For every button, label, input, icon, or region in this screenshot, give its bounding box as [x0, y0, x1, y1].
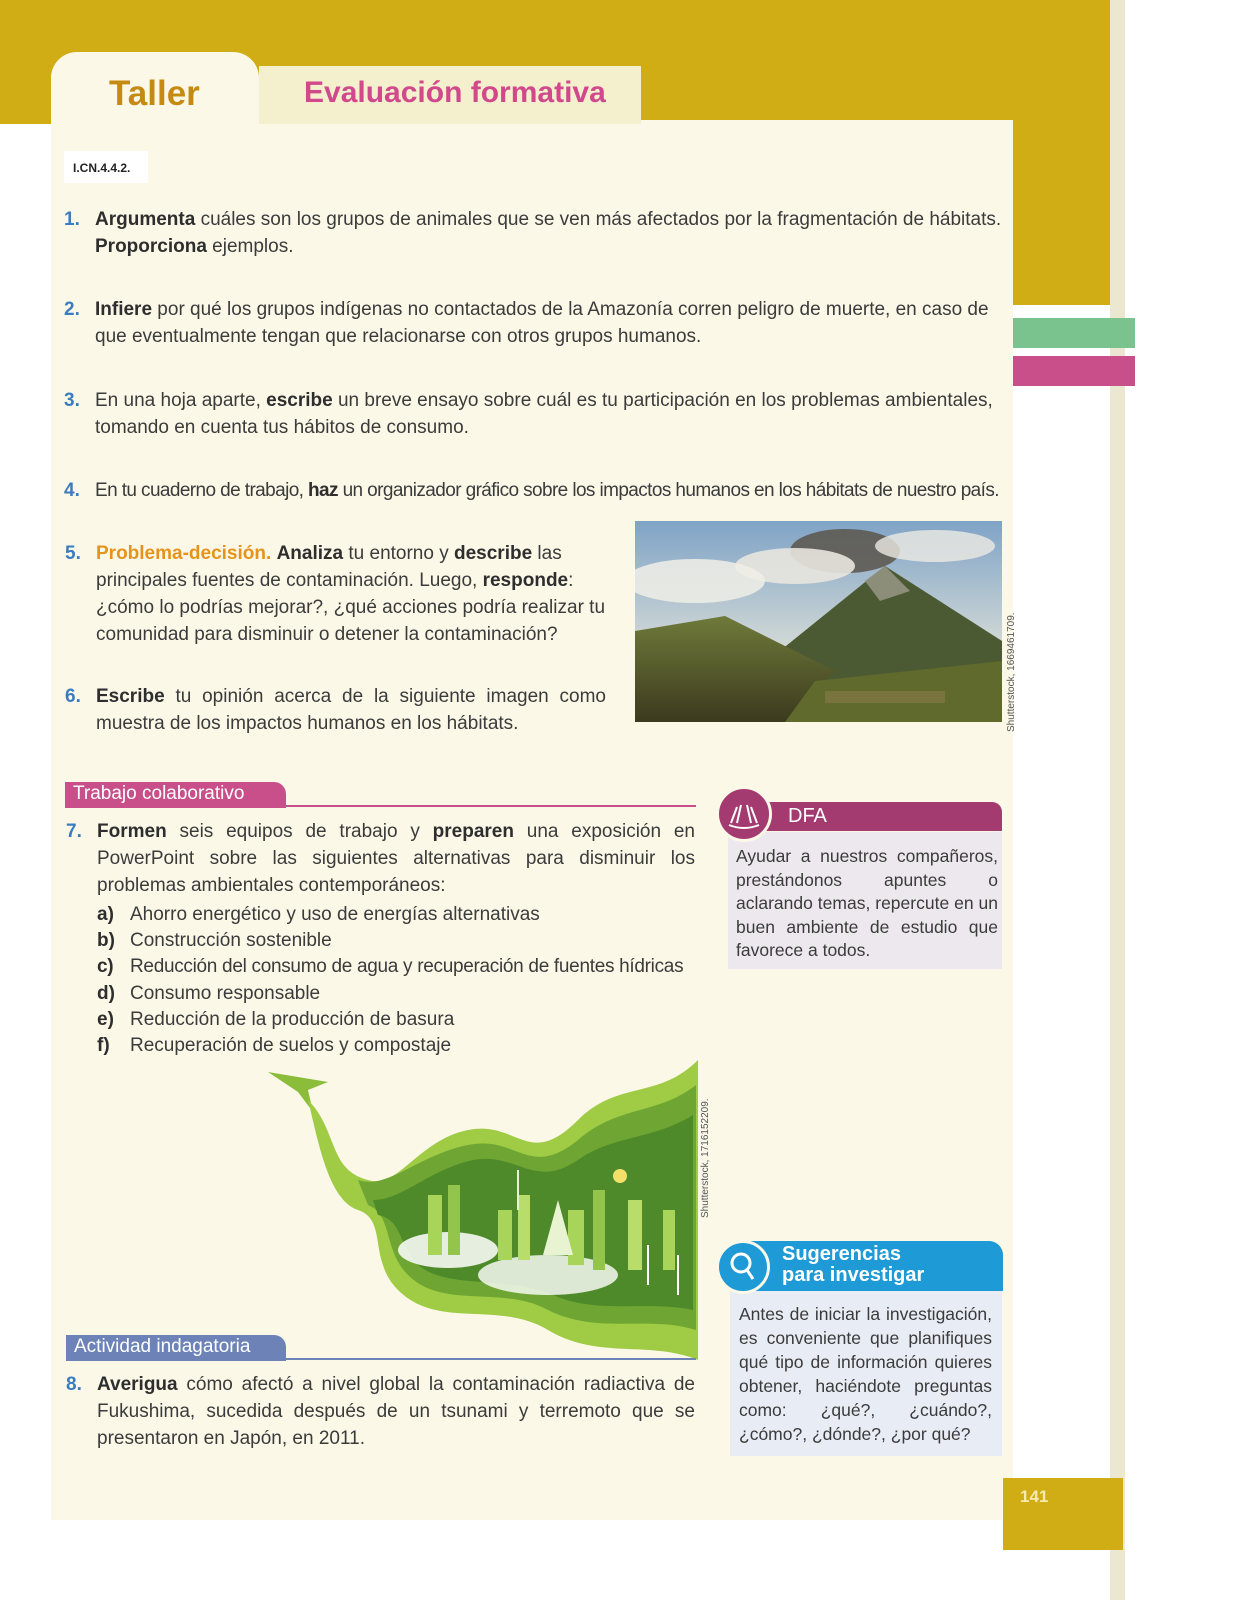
question-verb: Formen [97, 821, 167, 842]
question-number: 5. [65, 543, 81, 564]
question-1 [64, 206, 1005, 260]
question-verb: haz [308, 480, 338, 501]
question-number: 1. [64, 209, 80, 230]
question-verb: escribe [266, 390, 333, 411]
question-verb: preparen [432, 821, 514, 842]
indicator-code: I.CN.4.4.2. [64, 151, 148, 183]
question-6 [65, 683, 606, 737]
question-number: 7. [66, 821, 82, 842]
question-text: cuáles son los grupos de animales que se ven más afectados por la fragmentación de hábitats. [195, 209, 1002, 230]
question-3 [64, 387, 1005, 441]
tab-taller-label: Taller [109, 74, 200, 113]
question-7 [66, 818, 695, 899]
section-rule [286, 1358, 696, 1360]
question-text: una exposición en PowerPoint sobre las siguientes alternativas para disminuir los problemas ambientales contemporáneos: [97, 821, 695, 896]
dfa-header [742, 802, 1002, 831]
list-item: a) Ahorro energético y uso de energías alternativas [97, 904, 540, 925]
tab-taller [51, 52, 259, 132]
problema-decision-tag: Problema-decisión. [96, 543, 272, 564]
question-text: un breve ensayo sobre cuál es tu participación en los problemas ambientales, tomando en cuenta tus hábitos de consumo. [95, 390, 993, 438]
section-rule [286, 805, 696, 807]
question-verb: Averigua [97, 1374, 178, 1395]
hands-icon [716, 786, 772, 842]
list-item: f) Recuperación de suelos y compostaje [97, 1035, 452, 1056]
question-text: tu entorno y [343, 543, 454, 564]
trabajo-colaborativo-header [65, 782, 286, 808]
page-number: 141 [1020, 1487, 1049, 1506]
section-title: Actividad indagatoria [74, 1336, 251, 1357]
page-number-block [1003, 1478, 1123, 1550]
dfa-text: Ayudar a nuestros compañeros, prestándonos apuntes o aclarando temas, repercute en un buen ambiente de estudio que favorece a todos. [736, 846, 998, 960]
question-number: 3. [64, 390, 80, 411]
tab-evaluacion [259, 66, 641, 124]
question-verb: Escribe [96, 686, 165, 707]
question-number: 6. [65, 686, 81, 707]
question-verb: Analiza [276, 543, 344, 564]
question-2 [64, 296, 1005, 350]
illustration-credit: Shutterstock, 1716152209. [700, 1098, 711, 1218]
right-color-band [1013, 0, 1125, 305]
actividad-indagatoria-header [66, 1335, 286, 1361]
magnifier-icon [716, 1240, 770, 1294]
question-verb: responde [482, 570, 569, 591]
page-edge [1110, 0, 1125, 1600]
question-text: tu opinión acerca de la siguiente imagen como muestra de los impactos humanos en los hábitats. [96, 686, 606, 734]
list-item: b) Construcción sostenible [97, 930, 332, 951]
question-number: 8. [66, 1374, 82, 1395]
question-verb: Infiere [95, 299, 153, 320]
tab-evaluacion-label: Evaluación formativa [304, 76, 606, 109]
dfa-title: DFA [788, 805, 827, 827]
question-verb: describe [454, 543, 533, 564]
question-text: las principales fuentes de contaminación. Luego, [96, 543, 562, 591]
question-text: un organizador gráfico sobre los impactos humanos en los hábitats de nuestro país. [337, 480, 999, 501]
sugerencias-header [742, 1241, 1003, 1291]
question-verb: Argumenta [95, 209, 196, 230]
question-number: 2. [64, 299, 80, 320]
sugerencias-text: Antes de iniciar la investigación, es conveniente que planifiques qué tipo de información quieres obtener, haciéndote preguntas como: ¿qué?, ¿cuándo?, ¿cómo?, ¿dónde?, ¿por qué? [739, 1304, 992, 1444]
section-title: Trabajo colaborativo [73, 783, 245, 804]
question-text: cómo afectó a nivel global la contaminación radiactiva de Fukushima, sucedida después de un tsunami y terremoto que se presentaron en Japón, en 2011. [97, 1374, 695, 1449]
question-text: : ¿cómo lo podrías mejorar?, ¿qué acciones podría realizar tu comunidad para disminuir o detener la contaminación? [96, 570, 606, 645]
question-text: ejemplos. [206, 236, 294, 257]
list-item: d) Consumo responsable [97, 983, 321, 1004]
sugerencias-title: Sugerencias para investigar [782, 1243, 925, 1286]
question-text: En una hoja aparte, [95, 390, 267, 411]
question-verb: Proporciona [95, 236, 207, 257]
question-number: 4. [64, 480, 80, 501]
green-city-illustration [268, 1060, 698, 1360]
list-item: e) Reducción de la producción de basura [97, 1009, 455, 1030]
question-8 [66, 1371, 695, 1452]
photo-credit: Shutterstock, 1669461709. [1006, 612, 1017, 732]
volcano-landscape-photo [635, 521, 1002, 722]
list-item: c) Reducción del consumo de agua y recuperación de fuentes hídricas [97, 956, 684, 977]
green-marker-stripe [1013, 318, 1135, 348]
pink-marker-stripe [1013, 356, 1135, 386]
question-text: seis equipos de trabajo y [166, 821, 433, 842]
question-4 [64, 477, 1010, 504]
question-5 [65, 540, 606, 648]
question-text: por qué los grupos indígenas no contactados de la Amazonía corren peligro de muerte, en caso de que eventualmente tengan que relacionarse con otros grupos humanos. [95, 299, 989, 347]
question-text: En tu cuaderno de trabajo, [95, 480, 309, 501]
